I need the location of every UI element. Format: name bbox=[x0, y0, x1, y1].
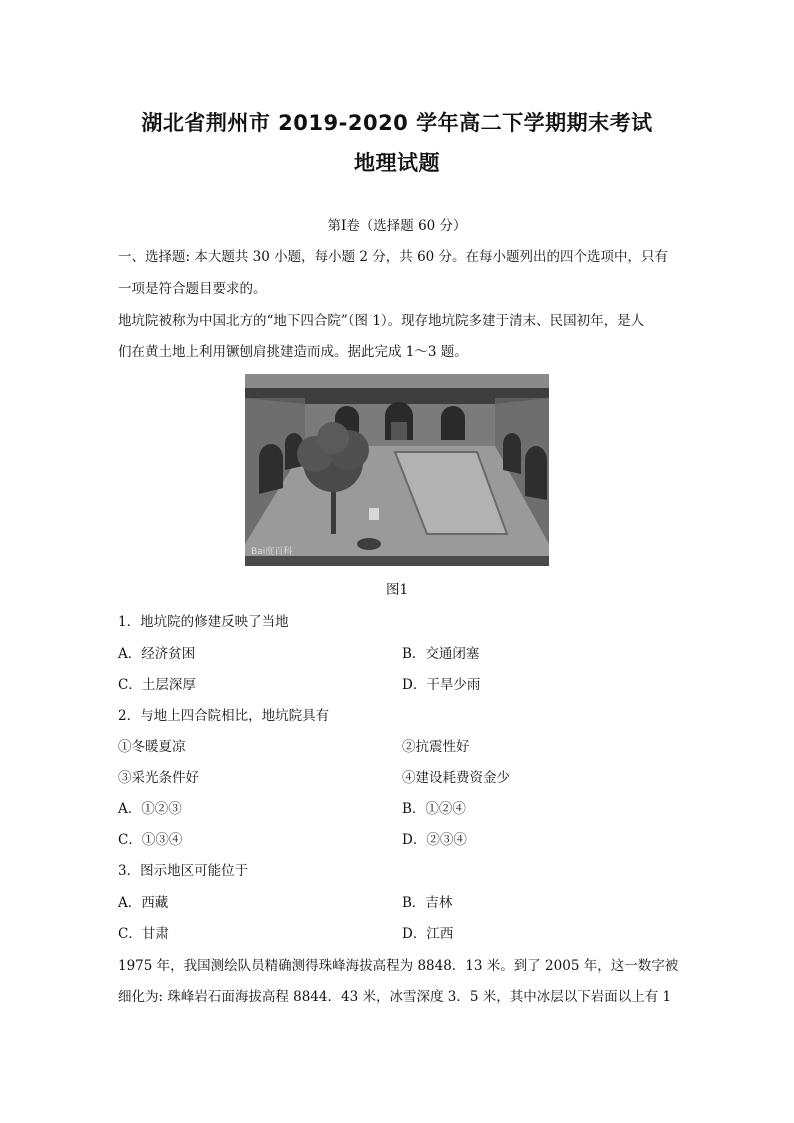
question-3-option-c: C．甘肃 bbox=[118, 926, 169, 942]
question-2-statement-4: ④建设耗费资金少 bbox=[402, 770, 510, 786]
passage1-line-2: 们在黄土地上利用镢刨肩挑建造而成。据此完成 1～3 题。 bbox=[118, 344, 468, 360]
question-2-option-d: D．②③④ bbox=[402, 832, 467, 848]
question-1-option-d: D．干旱少雨 bbox=[402, 677, 481, 693]
passage1-line-1: 地坑院被称为中国北方的“地下四合院”（图 1）。现存地坑院多建于清末、民国初年，是人 bbox=[118, 313, 645, 329]
passage2-line-1: 1975 年，我国测绘队员精确测得珠峰海拔高程为 8848．13 米。到了 2005 年，这一数字被 bbox=[118, 958, 679, 974]
question-3-option-b: B．吉林 bbox=[402, 895, 453, 911]
instructions-line-1: 一、选择题: 本大题共 30 小题，每小题 2 分，共 60 分。在每小题列出的四个选项中，只有 bbox=[118, 249, 669, 265]
question-2-option-c: C．①③④ bbox=[118, 832, 183, 848]
question-3-stem: 3．图示地区可能位于 bbox=[118, 863, 249, 879]
question-2-statement-1: ①冬暖夏凉 bbox=[118, 739, 186, 755]
figure-caption: 图1 bbox=[385, 582, 409, 598]
photo-watermark: Bai度百科 bbox=[251, 547, 293, 557]
question-1-option-b: B．交通闭塞 bbox=[402, 646, 480, 662]
question-2-option-b: B．①②④ bbox=[402, 801, 466, 817]
question-1-stem: 1．地坑院的修建反映了当地 bbox=[118, 614, 289, 630]
document-title: 湖北省荆州市 2019-2020 学年高二下学期期末考试 bbox=[141, 111, 653, 135]
document-subtitle: 地理试题 bbox=[354, 151, 440, 175]
question-2-statement-2: ②抗震性好 bbox=[402, 739, 470, 755]
question-1-option-c: C．土层深厚 bbox=[118, 677, 196, 693]
passage2-line-2: 细化为: 珠峰岩石面海拔高程 8844．43 米，冰雪深度 3．5 米，其中冰层以下岩面以上有 1 bbox=[118, 989, 672, 1005]
question-2-statement-3: ③采光条件好 bbox=[118, 770, 199, 786]
figure-1-photo bbox=[245, 374, 549, 566]
question-2-stem: 2．与地上四合院相比，地坑院具有 bbox=[118, 708, 330, 724]
question-3-option-d: D．江西 bbox=[402, 926, 454, 942]
question-3-option-a: A．西藏 bbox=[118, 895, 169, 911]
instructions-line-2: 一项是符合题目要求的。 bbox=[118, 281, 267, 297]
question-1-option-a: A．经济贫困 bbox=[118, 646, 196, 662]
section-heading: 第Ⅰ卷（选择题 60 分） bbox=[327, 218, 467, 234]
question-2-option-a: A．①②③ bbox=[118, 801, 182, 817]
